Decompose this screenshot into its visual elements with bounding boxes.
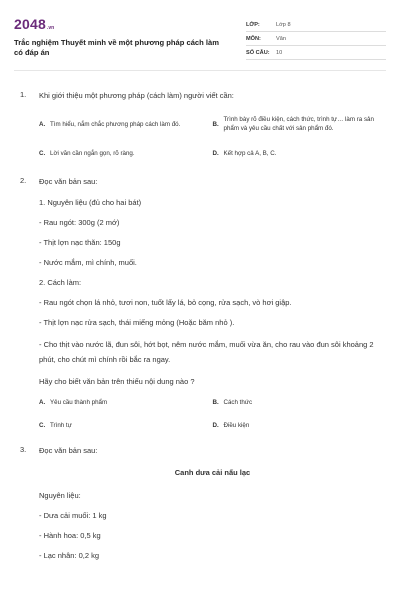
passage-title: Canh dưa cải nấu lạc (174, 468, 251, 477)
option-text: Trình bày rõ điều kiện, cách thức, trình tự… làm ra sản phẩm và yêu cầu chất với sản phẩm đó. (223, 116, 374, 132)
meta-table (246, 16, 386, 60)
option-text: Trình tự (50, 421, 72, 429)
meta-value: Văn (276, 35, 286, 42)
meta-value: Lớp 8 (276, 21, 291, 28)
passage-line: - Thịt lợn nạc rửa sạch, thái miếng mỏng (Hoặc băm nhỏ ). (39, 318, 235, 327)
option-text: Cách thức (223, 398, 253, 406)
option-b[interactable] (213, 110, 387, 138)
question-prompt: Đọc văn bản sau: (39, 177, 98, 186)
option-text: Yêu cầu thành phẩm (50, 398, 108, 406)
option-letter: D. (212, 421, 219, 429)
question-number: 3. (20, 445, 27, 454)
meta-value: 10 (276, 49, 283, 56)
header-divider (14, 70, 386, 71)
question-3 (14, 445, 386, 561)
passage-line: - Hành hoa: 0,5 kg (39, 531, 101, 540)
option-c[interactable] (39, 146, 213, 160)
header (14, 0, 386, 60)
passage-line: - Thịt lợn nạc thăn: 150g (39, 238, 121, 247)
passage-line: Hãy cho biết văn bản trên thiếu nội dung nào ? (39, 377, 195, 386)
option-text: Điều kiện (223, 421, 250, 429)
question-1 (14, 90, 386, 160)
option-letter: B. (212, 120, 219, 128)
option-letter: C. (39, 149, 46, 157)
option-text: Tìm hiểu, nắm chắc phương pháp cách làm đó. (50, 120, 181, 128)
passage-line: 2. Cách làm: (39, 278, 82, 287)
option-c[interactable] (39, 418, 213, 432)
options (39, 395, 386, 432)
header-left (14, 16, 224, 60)
question-prompt: Đọc văn bản sau: (39, 446, 98, 455)
meta-label: LỚP: (246, 21, 260, 28)
question-number: 1. (20, 90, 27, 99)
passage-line: - Rau ngót chọn lá nhỏ, tươi non, tuốt lấy lá, bỏ cọng, rửa sạch, vò hơi giập. (39, 298, 292, 307)
option-d[interactable] (213, 146, 387, 160)
option-letter: A. (39, 120, 46, 128)
logo-sub: .vn (46, 25, 55, 31)
option-d[interactable] (213, 418, 387, 432)
option-letter: D. (212, 149, 219, 157)
passage-line: - Dưa cải muối: 1 kg (39, 511, 107, 520)
passage-line: - Lạc nhân: 0,2 kg (39, 551, 100, 560)
option-letter: B. (212, 398, 219, 406)
meta-label: MÔN: (246, 35, 261, 42)
question-2 (14, 176, 386, 432)
option-a[interactable] (39, 110, 213, 138)
page-title: Trắc nghiệm Thuyết minh về một phương pháp cách làm có đáp án (14, 38, 219, 57)
meta-row-subject (246, 32, 386, 46)
option-b[interactable] (213, 395, 387, 409)
option-letter: C. (39, 421, 46, 429)
passage-line: - Cho thịt vào nước lã, đun sôi, hớt bọt, nêm nước mắm, muối vừa ăn, cho rau vào đun sôi khoảng 2 phút, cho chút mì chính rồi bắc ra ngay. (39, 340, 374, 364)
meta-row-class (246, 18, 386, 32)
meta-label: SỐ CÂU: (246, 49, 270, 56)
question-prompt: Khi giới thiệu một phương pháp (cách làm) người viết cần: (39, 91, 234, 100)
passage-line: - Rau ngót: 300g (2 mớ) (39, 218, 120, 227)
option-text: Kết hợp cả A, B, C. (223, 149, 277, 157)
options (39, 110, 386, 160)
option-letter: A. (39, 398, 46, 406)
logo-main: 2048 (14, 16, 46, 32)
option-text: Lời văn cần ngắn gọn, rõ ràng. (50, 149, 135, 157)
site-logo[interactable] (14, 16, 224, 32)
meta-row-count (246, 46, 386, 60)
option-a[interactable] (39, 395, 213, 409)
passage-line: Nguyên liệu: (39, 491, 81, 500)
passage-line: 1. Nguyên liệu (đủ cho hai bát) (39, 198, 142, 207)
passage-line: - Nước mắm, mì chính, muối. (39, 258, 137, 267)
question-number: 2. (20, 176, 27, 185)
